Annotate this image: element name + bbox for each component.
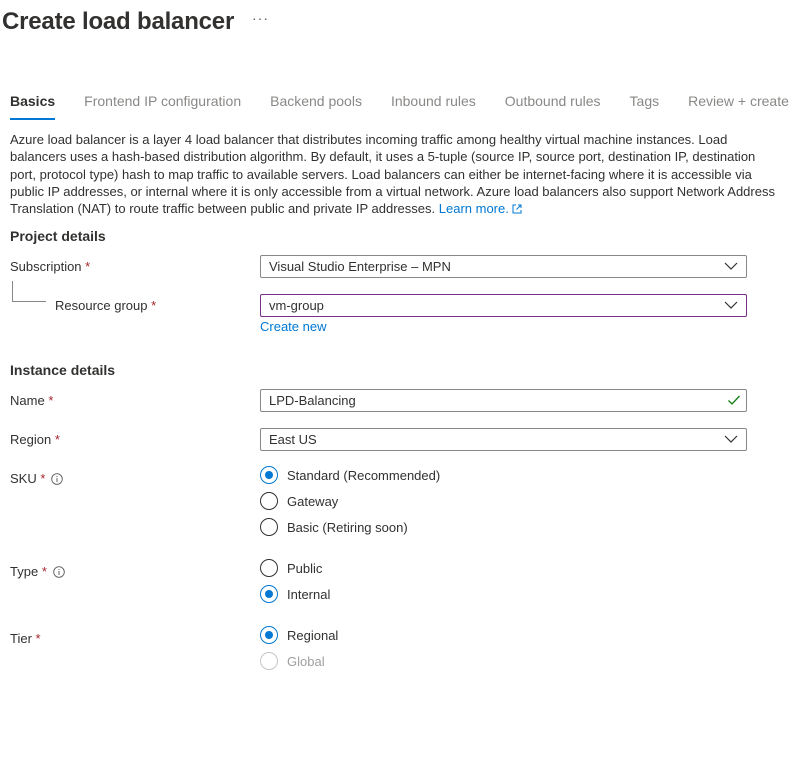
required-marker: *: [85, 259, 91, 274]
required-marker: *: [48, 393, 54, 408]
tab-basics[interactable]: Basics: [10, 92, 55, 120]
tab-outbound-rules[interactable]: Outbound rules: [504, 93, 601, 109]
radio-circle: [260, 585, 278, 603]
info-icon[interactable]: [51, 473, 63, 485]
radio-circle: [260, 466, 278, 484]
name-value: LPD-Balancing: [269, 393, 356, 408]
wizard-tabs: [10, 92, 789, 120]
radio-label: Public: [287, 560, 323, 576]
required-marker: *: [54, 432, 60, 447]
tab-review-create[interactable]: Review + create: [688, 93, 789, 109]
sku-basic-radio[interactable]: [260, 517, 408, 537]
radio-label: Standard (Recommended): [287, 467, 441, 483]
info-icon[interactable]: [53, 566, 65, 578]
radio-circle: [260, 626, 278, 644]
more-options-icon[interactable]: ···: [252, 10, 269, 26]
tab-frontend-ip-configuration[interactable]: Frontend IP configuration: [84, 93, 242, 109]
required-marker: *: [151, 298, 157, 313]
region-dropdown[interactable]: [260, 428, 747, 451]
external-link-icon: [512, 204, 522, 214]
subscription-label-text: Subscription: [10, 259, 82, 274]
instance-details-heading: Instance details: [10, 362, 116, 378]
sku-gateway-radio[interactable]: [260, 491, 338, 511]
subscription-label: [10, 259, 90, 274]
chevron-down-icon: [724, 434, 738, 444]
sku-standard-radio[interactable]: [260, 465, 440, 485]
type-internal-radio[interactable]: [260, 584, 330, 604]
description-body: Azure load balancer is a layer 4 load balancer that distributes incoming traffic among healthy virtual machine instances. Load balancers uses a hash-based distribution algorithm. By default, it uses a 5-tuple (source IP, source port, destination IP, destination port, protocol type) hash to map traffic to available servers. Load balancers can either be internet-facing where it is accessible via public IP addresses, or internal where it is only accessible from a virtual network. Azure load balancers also support Network Address Translation (NAT) to route traffic between public and private IP addresses.: [10, 132, 775, 217]
name-label: [10, 393, 53, 408]
tier-label: [10, 631, 41, 646]
region-label-text: Region: [10, 432, 52, 447]
tab-backend-pools[interactable]: Backend pools: [270, 93, 362, 109]
chevron-down-icon: [724, 261, 738, 271]
page-title: Create load balancer: [2, 8, 235, 35]
radio-label: Global: [287, 653, 325, 669]
region-value: East US: [269, 432, 317, 447]
radio-label: Basic (Retiring soon): [287, 519, 408, 535]
type-public-radio[interactable]: [260, 558, 322, 578]
sku-label: [10, 471, 63, 486]
tier-label-text: Tier: [10, 631, 32, 646]
checkmark-icon: [727, 394, 741, 406]
radio-label: Gateway: [287, 493, 339, 509]
required-marker: *: [35, 631, 41, 646]
tree-connector: [12, 281, 46, 302]
sku-label-text: SKU: [10, 471, 37, 486]
required-marker: *: [41, 564, 47, 579]
learn-more-link[interactable]: [439, 201, 522, 216]
resource-group-dropdown[interactable]: [260, 294, 747, 317]
radio-label: Regional: [287, 627, 339, 643]
description-text: [10, 131, 780, 217]
learn-more-label[interactable]: Learn more.: [438, 201, 509, 217]
tier-global-radio: [260, 651, 325, 671]
tier-regional-radio[interactable]: [260, 625, 338, 645]
radio-circle: [260, 652, 278, 670]
radio-circle: [260, 518, 278, 536]
radio-circle: [260, 559, 278, 577]
resource-group-value: vm-group: [269, 298, 324, 313]
region-label: [10, 432, 60, 447]
type-label: [10, 564, 65, 579]
resource-group-label: [55, 298, 156, 313]
subscription-value: Visual Studio Enterprise – MPN: [269, 259, 451, 274]
chevron-down-icon: [724, 300, 738, 310]
required-marker: *: [40, 471, 46, 486]
radio-label: Internal: [287, 586, 331, 602]
resource-group-label-text: Resource group: [55, 298, 148, 313]
tab-inbound-rules[interactable]: Inbound rules: [390, 93, 476, 109]
create-new-link[interactable]: Create new: [260, 319, 327, 334]
project-details-heading: Project details: [10, 228, 106, 244]
subscription-dropdown[interactable]: [260, 255, 747, 278]
type-label-text: Type: [10, 564, 39, 579]
radio-circle: [260, 492, 278, 510]
tab-tags[interactable]: Tags: [629, 93, 660, 109]
name-label-text: Name: [10, 393, 45, 408]
name-input[interactable]: [260, 389, 747, 412]
